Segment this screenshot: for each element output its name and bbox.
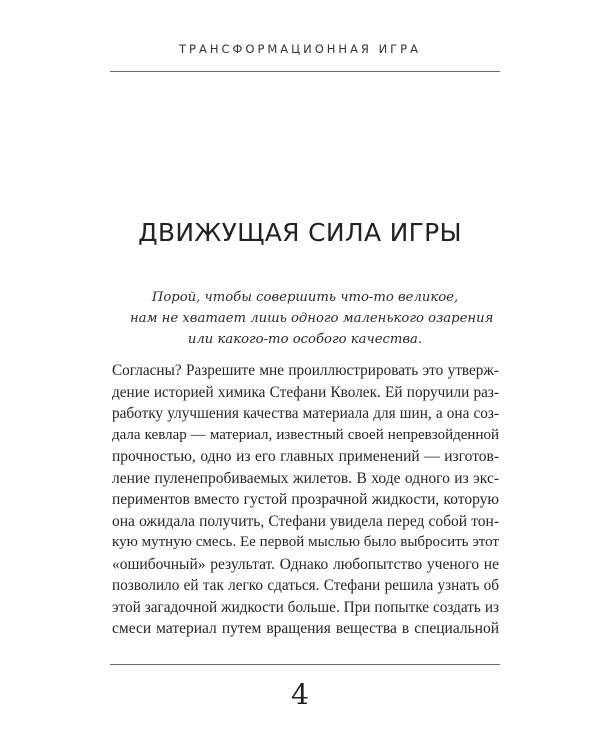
body-line: периментов вместо густой прозрачной жидкости, которую bbox=[112, 491, 499, 508]
body-line: ление пуленепробиваемых жилетов. В ходе одного из экс- bbox=[112, 469, 499, 487]
body-line: она ожидала получить, Стефани увидела перед собой тон- bbox=[112, 512, 499, 530]
body-line: Согласны? Разрешите мне проиллюстрировать это утверж- bbox=[112, 362, 499, 379]
body-line: прочностью, одно из его главных применений — изготов- bbox=[112, 448, 499, 465]
page-number: 4 bbox=[291, 678, 309, 711]
epigraph bbox=[130, 288, 494, 350]
body-line: смеси материал путем вращения вещества в специальной bbox=[112, 620, 499, 637]
epigraph-line: нам не хватает лишь одного маленького озарения bbox=[130, 310, 494, 326]
body-line: дение историей химика Стефани Кволек. Ей поручили раз- bbox=[112, 383, 499, 401]
epigraph-line: или какого-то особого качества. bbox=[187, 331, 423, 347]
epigraph-line: Порой, чтобы совершить что-то великое, bbox=[151, 290, 459, 305]
body-line: «ошибочный» результат. Однако любопытство ученого не bbox=[112, 555, 499, 573]
body-line: позволило ей так легко сдаться. Стефани решила узнать об bbox=[112, 577, 499, 594]
body-line: дала кевлар — материал, известный своей непревзойденной bbox=[112, 426, 499, 443]
header-divider bbox=[110, 71, 500, 72]
body-paragraph bbox=[112, 360, 499, 640]
body-line: этой загадочной жидкости больше. При попытке создать из bbox=[112, 598, 499, 616]
footer-divider bbox=[110, 664, 500, 665]
chapter-title: ДВИЖУЩАЯ СИЛА ИГРЫ bbox=[138, 218, 462, 247]
body-line: кую мутную смесь. Ее первой мыслью было выбросить этот bbox=[112, 534, 499, 550]
running-head: ТРАНСФОРМАЦИОННАЯ ИГРА bbox=[179, 42, 421, 56]
body-line: работку улучшения качества материала для шин, а она соз- bbox=[112, 405, 499, 422]
